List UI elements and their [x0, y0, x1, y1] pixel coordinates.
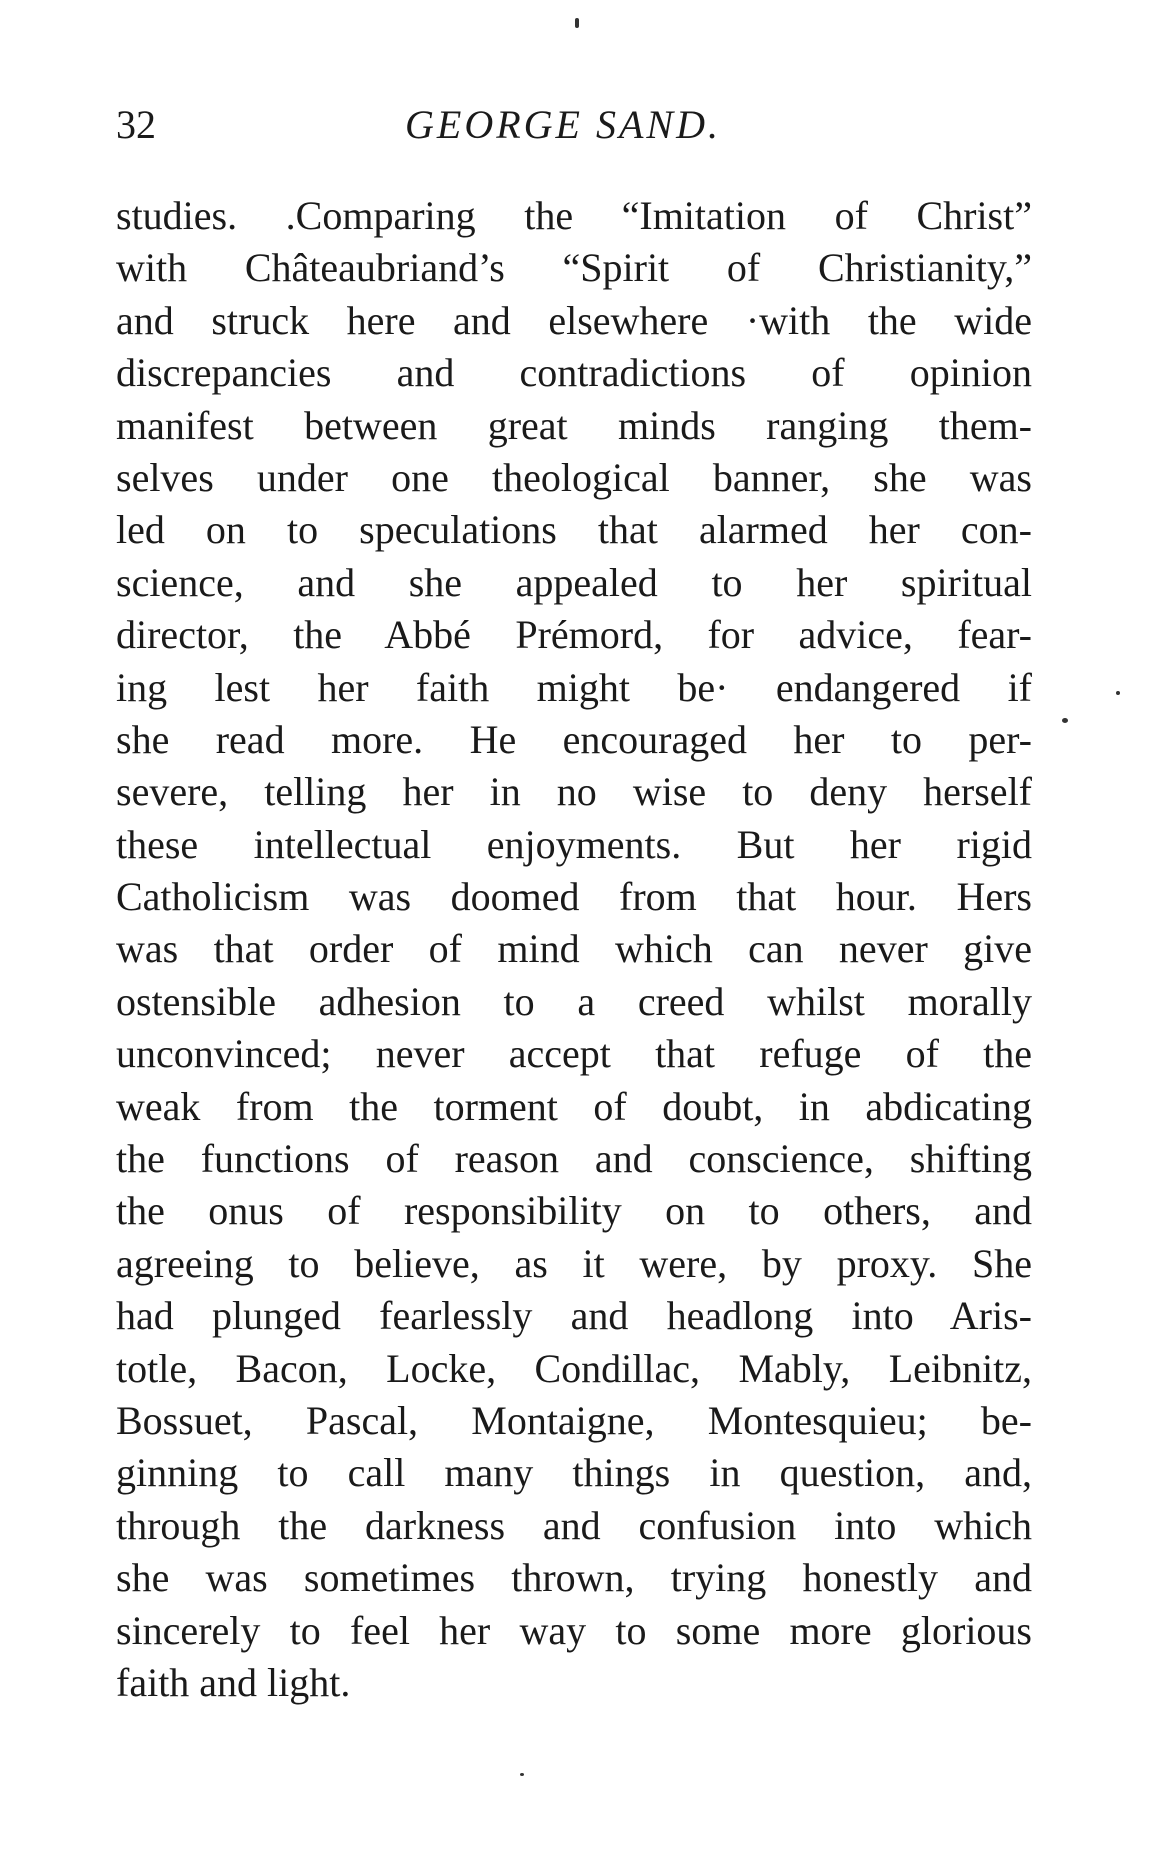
text-line: ostensible adhesion to a creed whilst morally: [116, 978, 1032, 1024]
text-line: these intellectual enjoyments. But her rigid: [116, 821, 1032, 867]
page-number: 32: [116, 102, 156, 147]
body-paragraph: [116, 190, 1032, 1709]
text-line: was that order of mind which can never give: [116, 926, 1032, 972]
text-line: faith and light.: [116, 1659, 351, 1705]
text-line: studies. .Comparing the “Imitation of Christ”: [116, 193, 1032, 238]
ink-speck: [1116, 691, 1120, 695]
text-line: discrepancies and contradictions of opinion: [116, 350, 1032, 396]
text-line: led on to speculations that alarmed her con-: [116, 507, 1032, 553]
ink-speck: [1062, 718, 1068, 723]
text-line: sincerely to feel her way to some more glorious: [116, 1607, 1032, 1653]
text-line: ginning to call many things in question, and,: [116, 1450, 1032, 1496]
text-line: unconvinced; never accept that refuge of the: [116, 1031, 1032, 1077]
text-line: manifest between great minds ranging them-: [116, 402, 1032, 448]
ink-speck: [575, 18, 579, 28]
text-line: weak from the torment of doubt, in abdicating: [116, 1083, 1032, 1129]
running-title: GEORGE SAND.: [405, 102, 721, 147]
text-line: science, and she appealed to her spiritual: [116, 559, 1032, 605]
ink-speck: [520, 1773, 524, 1776]
text-line: with Châteaubriand’s “Spirit of Christianity,”: [116, 245, 1032, 291]
text-line: Bossuet, Pascal, Montaigne, Montesquieu; be-: [116, 1397, 1032, 1443]
text-line: through the darkness and confusion into which: [116, 1502, 1032, 1548]
text-line: totle, Bacon, Locke, Condillac, Mably, Leibnitz,: [116, 1345, 1032, 1391]
text-line: she was sometimes thrown, trying honestly and: [116, 1555, 1032, 1601]
text-line: she read more. He encouraged her to per-: [116, 716, 1032, 762]
text-line: ing lest her faith might be· endangered if: [116, 664, 1032, 710]
text-line: severe, telling her in no wise to deny herself: [116, 769, 1032, 815]
text-line: the onus of responsibility on to others, and: [116, 1188, 1032, 1234]
text-line: the functions of reason and conscience, shifting: [116, 1136, 1032, 1182]
text-line: agreeing to believe, as it were, by proxy. She: [116, 1240, 1032, 1286]
text-line: had plunged fearlessly and headlong into Aris-: [116, 1293, 1032, 1339]
text-line: director, the Abbé Prémord, for advice, fear-: [116, 612, 1032, 658]
text-line: selves under one theological banner, she was: [116, 454, 1032, 500]
text-line: Catholicism was doomed from that hour. Hers: [116, 874, 1032, 920]
text-line: and struck here and elsewhere ·with the wide: [116, 297, 1032, 343]
